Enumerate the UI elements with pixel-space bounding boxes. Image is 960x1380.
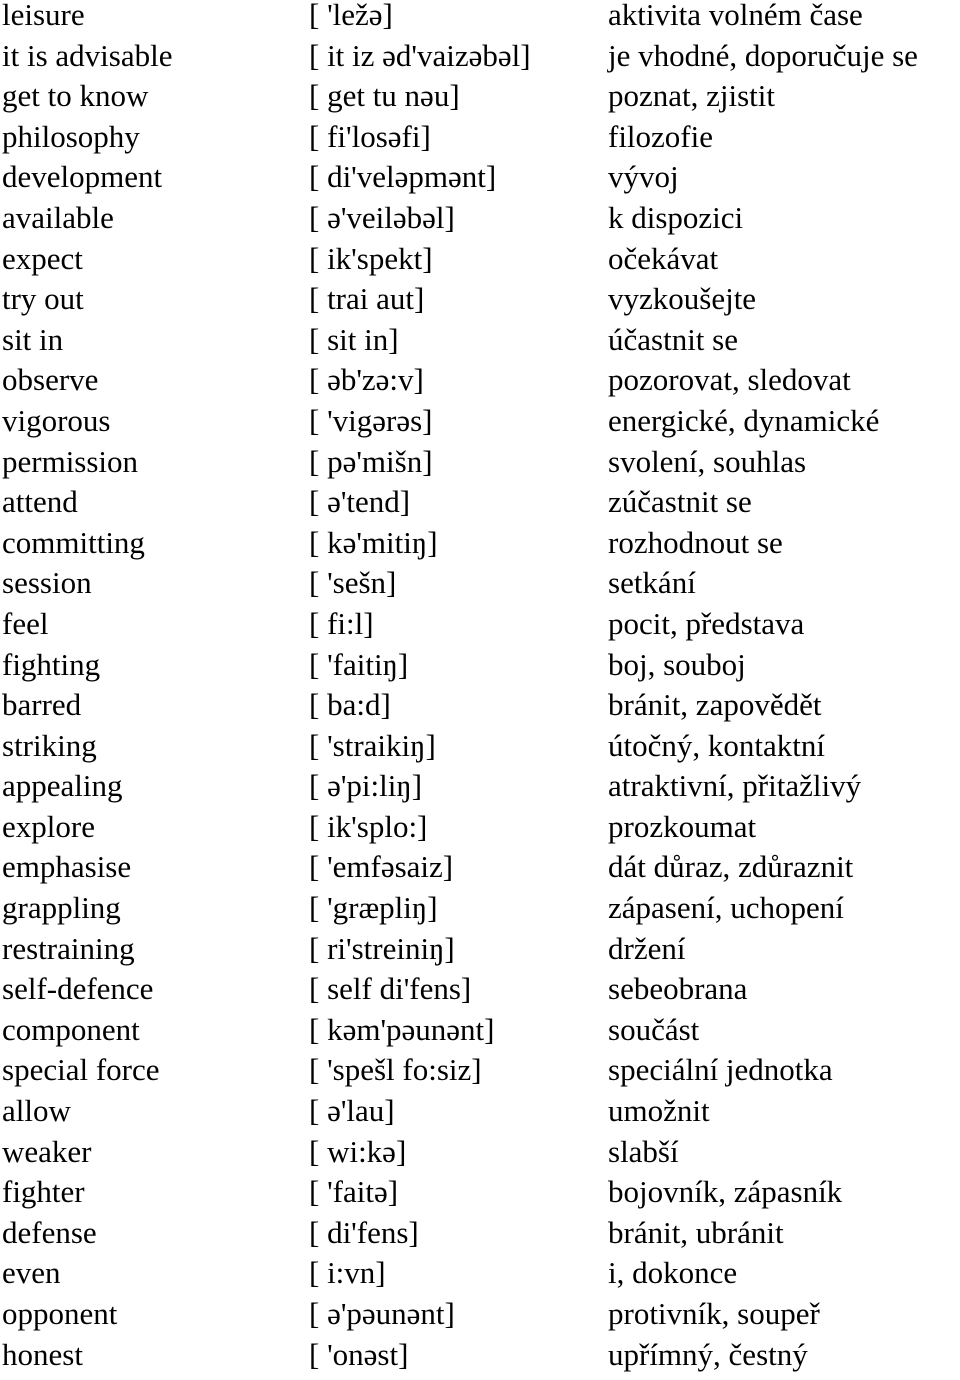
pronunciation: [ ri'streiniŋ] bbox=[309, 930, 455, 966]
english-word: permission bbox=[2, 443, 139, 479]
vocab-row bbox=[0, 849, 960, 893]
pronunciation: [ ə'pəunənt] bbox=[309, 1296, 455, 1331]
czech-translation: útočný, kontaktní bbox=[608, 727, 825, 763]
english-word: feel bbox=[2, 605, 49, 641]
english-word: honest bbox=[2, 1336, 83, 1372]
czech-translation: součást bbox=[608, 1011, 700, 1047]
pronunciation: [ 'vigərəs] bbox=[309, 402, 433, 438]
pronunciation: [ di'fens] bbox=[309, 1214, 419, 1250]
vocab-row bbox=[0, 971, 960, 1015]
vocab-row bbox=[0, 1052, 960, 1096]
vocab-row bbox=[0, 37, 960, 82]
pronunciation: [ 'sešn] bbox=[309, 565, 397, 601]
vocab-row bbox=[0, 890, 960, 934]
czech-translation: i, dokonce bbox=[608, 1255, 738, 1291]
english-word: defense bbox=[2, 1214, 97, 1250]
vocab-row bbox=[0, 240, 960, 285]
pronunciation: [ 'græpliŋ] bbox=[309, 890, 438, 926]
english-word: fighter bbox=[2, 1174, 85, 1210]
czech-translation: setkání bbox=[608, 565, 696, 601]
czech-translation: sebeobrana bbox=[608, 971, 748, 1007]
pronunciation: [ ə'lau] bbox=[309, 1093, 395, 1129]
vocab-row bbox=[0, 1255, 960, 1299]
vocab-row bbox=[0, 1296, 960, 1340]
pronunciation: [ wi:kə] bbox=[309, 1133, 407, 1169]
english-word: vigorous bbox=[2, 402, 111, 438]
english-word: restraining bbox=[2, 930, 135, 966]
pronunciation: [ get tu nəu] bbox=[309, 78, 460, 114]
czech-translation: očekávat bbox=[608, 240, 719, 276]
english-word: session bbox=[2, 565, 92, 601]
pronunciation: [ it iz əd'vaizəbəl] bbox=[309, 37, 531, 73]
czech-translation: aktivita volném čase bbox=[608, 0, 863, 32]
czech-translation: pocit, představa bbox=[608, 605, 805, 641]
czech-translation: slabší bbox=[608, 1133, 679, 1169]
english-word: try out bbox=[2, 281, 84, 317]
vocab-row bbox=[0, 443, 960, 488]
english-word: get to know bbox=[2, 78, 149, 114]
english-word: even bbox=[2, 1255, 61, 1291]
vocab-row bbox=[0, 1214, 960, 1259]
english-word: expect bbox=[2, 240, 83, 276]
pronunciation: [ ə'pi:liŋ] bbox=[309, 768, 423, 804]
vocab-row bbox=[0, 768, 960, 812]
vocab-row bbox=[0, 1093, 960, 1137]
pronunciation: [ ə'veiləbəl] bbox=[309, 199, 455, 235]
czech-translation: dát důraz, zdůraznit bbox=[608, 849, 854, 885]
english-word: committing bbox=[2, 524, 145, 560]
pronunciation: [ 'emfəsaiz] bbox=[309, 849, 454, 885]
pronunciation: [ fi'losəfi] bbox=[309, 118, 431, 154]
pronunciation: [ kəm'pəunənt] bbox=[309, 1011, 495, 1047]
czech-translation: vyzkoušejte bbox=[608, 281, 757, 317]
pronunciation: [ əb'zə:v] bbox=[309, 362, 424, 398]
english-word: it is advisable bbox=[2, 37, 173, 73]
vocab-row bbox=[0, 484, 960, 528]
english-word: grappling bbox=[2, 890, 121, 926]
czech-translation: boj, souboj bbox=[608, 646, 746, 682]
english-word: special force bbox=[2, 1052, 160, 1088]
pronunciation: [ pə'mišn] bbox=[309, 443, 433, 479]
vocab-row bbox=[0, 118, 960, 163]
czech-translation: držení bbox=[608, 930, 686, 966]
pronunciation: [ trai aut] bbox=[309, 281, 425, 317]
pronunciation: [ ə'tend] bbox=[309, 484, 411, 520]
vocab-row bbox=[0, 605, 960, 650]
czech-translation: energické, dynamické bbox=[608, 402, 880, 438]
vocab-row bbox=[0, 1174, 960, 1218]
english-word: self-defence bbox=[2, 971, 154, 1007]
vocab-row bbox=[0, 687, 960, 731]
english-word: development bbox=[2, 159, 163, 195]
czech-translation: protivník, soupeř bbox=[608, 1296, 820, 1331]
czech-translation: vývoj bbox=[608, 159, 679, 195]
czech-translation: zápasení, uchopení bbox=[608, 890, 844, 926]
english-word: philosophy bbox=[2, 118, 140, 154]
czech-translation: poznat, zjistit bbox=[608, 78, 776, 114]
czech-translation: je vhodné, doporučuje se bbox=[608, 37, 918, 73]
czech-translation: upřímný, čestný bbox=[608, 1336, 808, 1372]
english-word: observe bbox=[2, 362, 99, 398]
vocab-row bbox=[0, 321, 960, 366]
vocab-row bbox=[0, 808, 960, 853]
vocab-row bbox=[0, 362, 960, 406]
pronunciation: [ ik'spekt] bbox=[309, 240, 433, 276]
czech-translation: umožnit bbox=[608, 1093, 710, 1129]
pronunciation: [ 'faitiŋ] bbox=[309, 646, 409, 682]
english-word: fighting bbox=[2, 646, 101, 682]
vocab-row bbox=[0, 281, 960, 325]
pronunciation: [ ik'splo:] bbox=[309, 808, 428, 844]
english-word: striking bbox=[2, 727, 97, 763]
pronunciation: [ 'straikiŋ] bbox=[309, 727, 436, 763]
english-word: barred bbox=[2, 687, 82, 723]
english-word: emphasise bbox=[2, 849, 132, 885]
czech-translation: filozofie bbox=[608, 118, 714, 154]
pronunciation: [ 'onəst] bbox=[309, 1336, 409, 1372]
vocab-row bbox=[0, 0, 960, 41]
vocab-row bbox=[0, 78, 960, 122]
pronunciation: [ kə'mitiŋ] bbox=[309, 524, 438, 560]
english-word: component bbox=[2, 1011, 140, 1047]
czech-translation: k dispozici bbox=[608, 199, 744, 235]
english-word: opponent bbox=[2, 1296, 118, 1331]
czech-translation: svolení, souhlas bbox=[608, 443, 807, 479]
vocab-row bbox=[0, 1133, 960, 1178]
vocab-row bbox=[0, 930, 960, 975]
czech-translation: prozkoumat bbox=[608, 808, 757, 844]
pronunciation: [ self di'fens] bbox=[309, 971, 472, 1007]
czech-translation: účastnit se bbox=[608, 321, 738, 357]
vocab-row bbox=[0, 1011, 960, 1056]
czech-translation: rozhodnout se bbox=[608, 524, 783, 560]
pronunciation: [ fi:l] bbox=[309, 605, 374, 641]
pronunciation: [ 'faitə] bbox=[309, 1174, 399, 1210]
vocab-row bbox=[0, 159, 960, 203]
pronunciation: [ di'veləpmənt] bbox=[309, 159, 497, 195]
pronunciation: [ 'spešl fo:siz] bbox=[309, 1052, 482, 1088]
vocab-row bbox=[0, 199, 960, 244]
vocab-row bbox=[0, 524, 960, 569]
english-word: attend bbox=[2, 484, 78, 520]
czech-translation: zúčastnit se bbox=[608, 484, 752, 520]
pronunciation: [ 'ležə] bbox=[309, 0, 393, 32]
czech-translation: pozorovat, sledovat bbox=[608, 362, 851, 398]
english-word: available bbox=[2, 199, 114, 235]
english-word: leisure bbox=[2, 0, 85, 32]
vocab-row bbox=[0, 402, 960, 447]
english-word: explore bbox=[2, 808, 95, 844]
pronunciation: [ i:vn] bbox=[309, 1255, 386, 1291]
czech-translation: atraktivní, přitažlivý bbox=[608, 768, 862, 804]
czech-translation: speciální jednotka bbox=[608, 1052, 833, 1088]
english-word: weaker bbox=[2, 1133, 92, 1169]
vocab-row bbox=[0, 727, 960, 772]
english-word: allow bbox=[2, 1093, 71, 1129]
vocab-row bbox=[0, 646, 960, 691]
english-word: appealing bbox=[2, 768, 123, 804]
czech-translation: bránit, zapovědět bbox=[608, 687, 822, 723]
english-word: sit in bbox=[2, 321, 64, 357]
pronunciation: [ ba:d] bbox=[309, 687, 391, 723]
czech-translation: bránit, ubránit bbox=[608, 1214, 784, 1250]
czech-translation: bojovník, zápasník bbox=[608, 1174, 843, 1210]
vocab-row bbox=[0, 565, 960, 609]
pronunciation: [ sit in] bbox=[309, 321, 399, 357]
